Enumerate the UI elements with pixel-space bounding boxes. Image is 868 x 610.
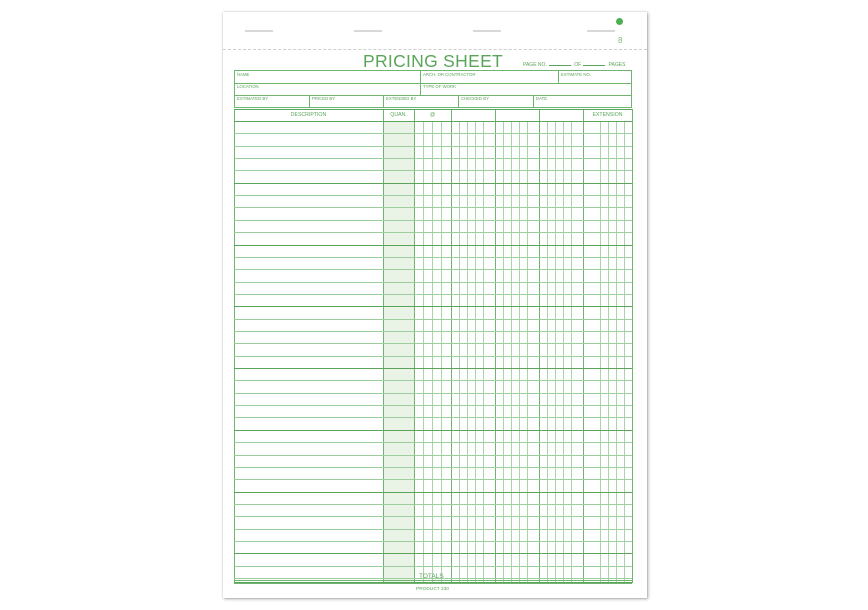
table-row-line bbox=[234, 380, 632, 381]
table-row-line bbox=[234, 529, 632, 530]
perforation-line bbox=[223, 49, 647, 50]
table-row-line bbox=[234, 282, 632, 283]
table-row-line bbox=[234, 417, 632, 418]
checked-by-label: CHECKED BY bbox=[461, 96, 489, 101]
stub-number: 8 bbox=[618, 36, 623, 45]
column-subdivider bbox=[547, 121, 548, 583]
type-of-work-label: TYPE OF WORK bbox=[423, 84, 456, 89]
table-row-line bbox=[234, 146, 632, 147]
table-row-line bbox=[234, 553, 632, 554]
date-field[interactable] bbox=[533, 95, 548, 107]
column-divider bbox=[234, 109, 235, 583]
table-row-line bbox=[234, 504, 632, 505]
form-title: PRICING SHEET bbox=[363, 51, 504, 71]
table-row-line bbox=[234, 306, 632, 307]
column-subdivider bbox=[608, 121, 609, 583]
page-no-label: PAGE NO. bbox=[523, 62, 547, 68]
line-items-grid bbox=[234, 109, 632, 583]
column-subdivider bbox=[511, 121, 512, 583]
table-row-line bbox=[234, 541, 632, 542]
totals-rule bbox=[234, 580, 632, 581]
table-row-line bbox=[234, 467, 632, 468]
table-row-line bbox=[234, 257, 632, 258]
perforation-slot bbox=[587, 30, 615, 32]
extended-by-label: EXTENDED BY bbox=[386, 96, 417, 101]
type-of-work-field[interactable] bbox=[420, 83, 456, 95]
column-subdivider bbox=[441, 121, 442, 583]
header-row-3 bbox=[235, 95, 631, 107]
location-field-label: LOCATION bbox=[237, 84, 259, 89]
perforation-slot bbox=[473, 30, 501, 32]
table-row-line bbox=[234, 245, 632, 246]
table-row-line bbox=[234, 492, 632, 493]
page-no-field[interactable] bbox=[549, 65, 571, 66]
column-subdivider bbox=[423, 121, 424, 583]
column-subdivider bbox=[483, 121, 484, 583]
extension-column-header: EXTENSION bbox=[592, 112, 623, 118]
priced-by-label: PRICED BY bbox=[312, 96, 336, 101]
column-divider bbox=[583, 109, 584, 583]
totals-label: TOTALS bbox=[419, 573, 444, 580]
pricing-sheet-form bbox=[223, 12, 647, 598]
table-row-line bbox=[234, 294, 632, 295]
column-subdivider bbox=[432, 121, 433, 583]
pages-label: PAGES bbox=[608, 62, 626, 68]
perforation-slot bbox=[245, 30, 273, 32]
table-row-line bbox=[234, 232, 632, 233]
table-row-line bbox=[234, 356, 632, 357]
column-subdivider bbox=[459, 121, 460, 583]
description-column-header: DESCRIPTION bbox=[290, 112, 327, 118]
table-row-line bbox=[234, 442, 632, 443]
date-label: DATE bbox=[536, 96, 548, 101]
checked-by-field[interactable] bbox=[458, 95, 489, 107]
table-row-line bbox=[234, 430, 632, 431]
header-bottom-rule bbox=[234, 121, 632, 122]
table-row-line bbox=[234, 220, 632, 221]
table-row-line bbox=[234, 393, 632, 394]
table-row-line bbox=[234, 368, 632, 369]
column-divider bbox=[414, 109, 415, 583]
estimated-by-label: ESTIMATED BY bbox=[237, 96, 269, 101]
table-row-line bbox=[234, 331, 632, 332]
of-label: OF bbox=[574, 62, 582, 68]
column-subdivider bbox=[527, 121, 528, 583]
column-divider bbox=[451, 109, 452, 583]
table-row-line bbox=[234, 319, 632, 320]
column-divider bbox=[539, 109, 540, 583]
quantity-column-header: QUAN. bbox=[390, 112, 407, 118]
column-subdivider bbox=[555, 121, 556, 583]
unit-price-column-header: @ bbox=[429, 112, 436, 118]
column-subdivider bbox=[600, 121, 601, 583]
priced-by-field[interactable] bbox=[309, 95, 336, 107]
product-label: PRODUCT 230 bbox=[416, 587, 449, 592]
column-subdivider bbox=[571, 121, 572, 583]
totals-rule-double bbox=[234, 583, 632, 584]
arch-contractor-label: ARCH. OR CONTRACTOR bbox=[423, 72, 476, 77]
header-fields bbox=[234, 70, 632, 108]
table-row-line bbox=[234, 183, 632, 184]
column-subdivider bbox=[467, 121, 468, 583]
table-row-line bbox=[234, 479, 632, 480]
table-row-line bbox=[234, 158, 632, 159]
table-row-line bbox=[234, 343, 632, 344]
column-subdivider bbox=[616, 121, 617, 583]
extended-by-field[interactable] bbox=[383, 95, 417, 107]
binding-hole-icon bbox=[616, 18, 623, 25]
column-subdivider bbox=[563, 121, 564, 583]
quantity-column-shade bbox=[383, 121, 414, 583]
column-divider bbox=[495, 109, 496, 583]
of-pages-field[interactable] bbox=[583, 65, 605, 66]
name-field-label: NAME bbox=[237, 72, 250, 77]
table-row-line bbox=[234, 566, 632, 567]
estimate-no-field[interactable] bbox=[558, 71, 592, 83]
column-subdivider bbox=[624, 121, 625, 583]
column-divider bbox=[383, 109, 384, 583]
column-subdivider bbox=[475, 121, 476, 583]
table-row-line bbox=[234, 455, 632, 456]
arch-contractor-field[interactable] bbox=[420, 71, 476, 83]
table-row-line bbox=[234, 207, 632, 208]
column-subdivider bbox=[503, 121, 504, 583]
estimate-no-label: ESTIMATE NO. bbox=[561, 72, 592, 77]
table-row-line bbox=[234, 269, 632, 270]
table-row-line bbox=[234, 133, 632, 134]
table-row-line bbox=[234, 516, 632, 517]
column-divider bbox=[632, 109, 633, 583]
perforation-slot bbox=[354, 30, 382, 32]
page-info bbox=[523, 62, 625, 68]
table-row-line bbox=[234, 195, 632, 196]
column-subdivider bbox=[519, 121, 520, 583]
table-row-line bbox=[234, 405, 632, 406]
grid-top-rule bbox=[234, 109, 632, 110]
table-row-line bbox=[234, 170, 632, 171]
